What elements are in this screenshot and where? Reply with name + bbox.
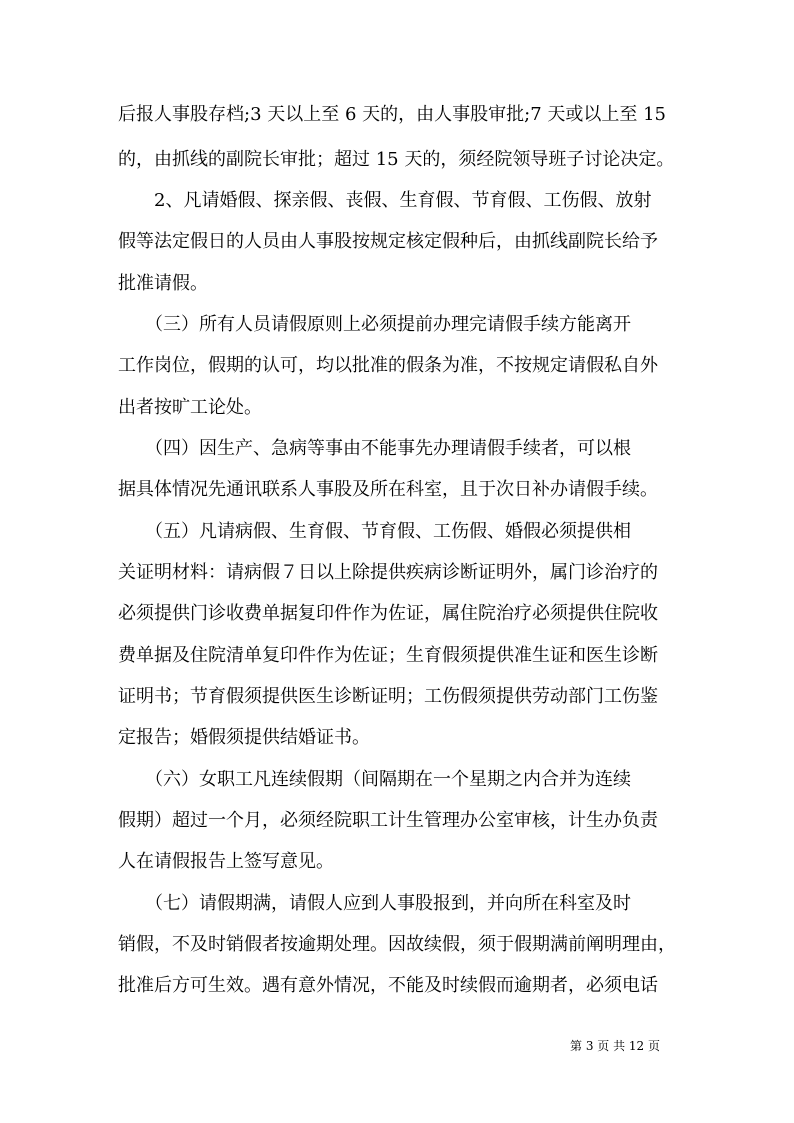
text-line: 必须提供门诊收费单据复印件作为佐证，属住院治疗必须提供住院收 [118, 603, 658, 624]
text-line: 据具体情况先通讯联系人事股及所在科室，且于次日补办请假手续。 [118, 479, 658, 500]
text-line: （四）因生产、急病等事由不能事先办理请假手续者，可以根 [118, 438, 631, 459]
text-line: 销假，不及时销假者按逾期处理。因故续假，须于假期满前阐明理由， [118, 934, 676, 955]
page-number: 第 3 页 共 12 页 [570, 1039, 660, 1053]
text-line: 批准请假。 [118, 273, 208, 294]
text-line: 的，由抓线的副院长审批；超过 15 天的，须经院领导班子讨论决定。 [118, 149, 675, 170]
text-line: 人在请假报告上签写意见。 [118, 851, 334, 872]
text-line: （六）女职工凡连续假期（间隔期在一个星期之内合并为连续 [118, 769, 631, 790]
text-line: 假等法定假日的人员由人事股按规定核定假种后，由抓线副院长给予 [118, 231, 658, 252]
text-line: 关证明材料：请病假７日以上除提供疾病诊断证明外，属门诊治疗的 [118, 562, 658, 583]
text-line: 2、凡请婚假、探亲假、丧假、生育假、节育假、工伤假、放射 [118, 190, 652, 211]
text-line: 假期）超过一个月，必须经院职工计生管理办公室审核，计生办负责 [118, 810, 658, 831]
text-line: 费单据及住院清单复印件作为佐证；生育假须提供准生证和医生诊断 [118, 645, 658, 666]
text-line: 证明书；节育假须提供医生诊断证明；工伤假须提供劳动部门工伤鉴 [118, 686, 658, 707]
text-line: 批准后方可生效。遇有意外情况，不能及时续假而逾期者，必须电话 [118, 975, 658, 996]
text-line: 出者按旷工论处。 [118, 397, 262, 418]
text-line: 定报告；婚假须提供结婚证书。 [118, 727, 370, 748]
text-line: 工作岗位，假期的认可，均以批准的假条为准，不按规定请假私自外 [118, 355, 658, 376]
text-line: （七）请假期满，请假人应到人事股报到，并向所在科室及时 [118, 893, 631, 914]
text-line: 后报人事股存档;3 天以上至 6 天的，由人事股审批;7 天或以上至 15 [118, 104, 666, 125]
text-line: （五）凡请病假、生育假、节育假、工伤假、婚假必须提供相 [118, 521, 631, 542]
text-line: （三）所有人员请假原则上必须提前办理完请假手续方能离开 [118, 314, 631, 335]
